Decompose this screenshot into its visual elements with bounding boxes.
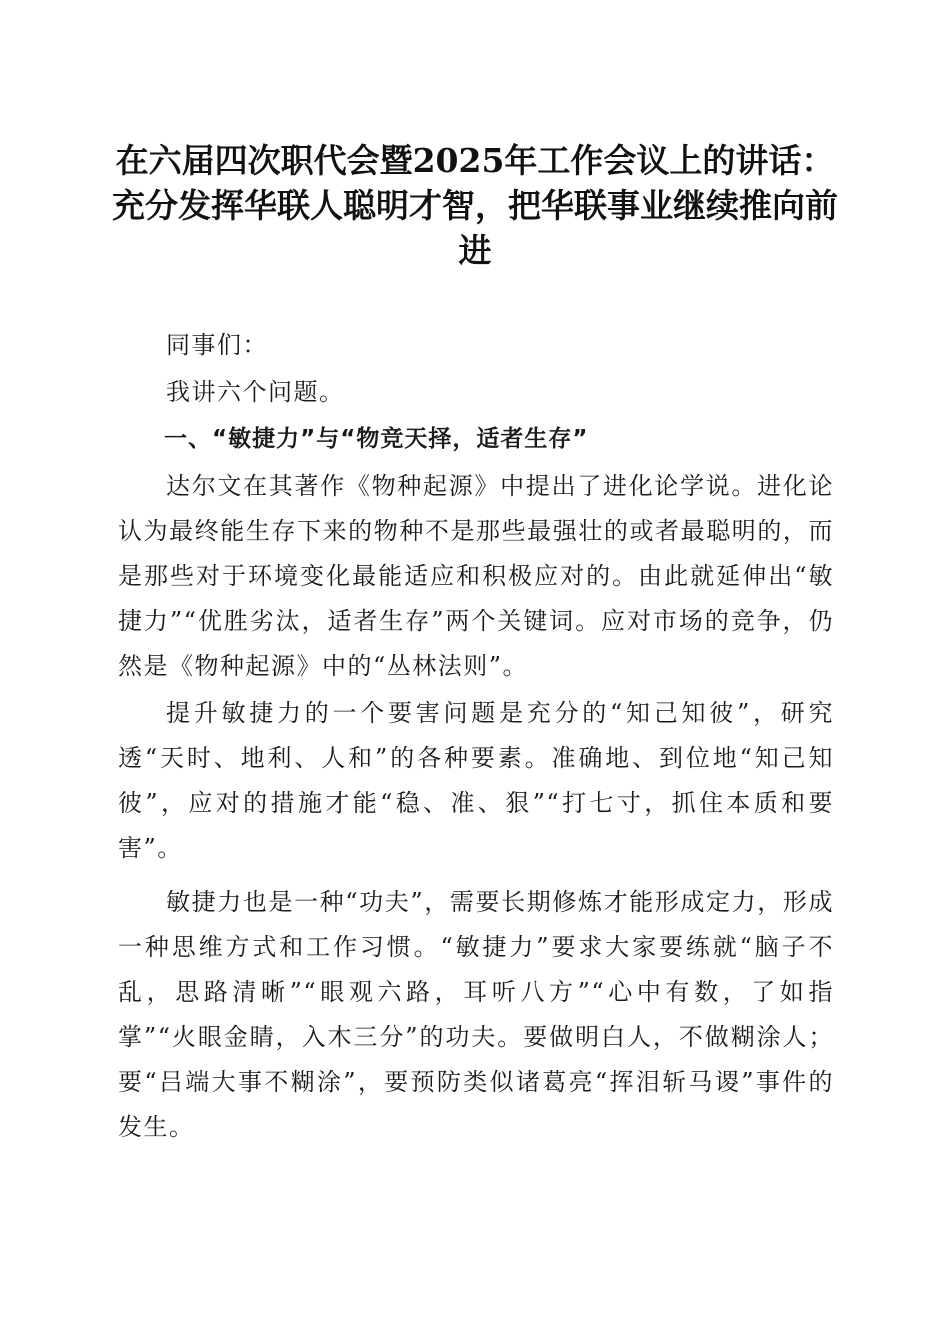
document-title: 在六届四次职代会暨2025年工作会议上的讲话：充分发挥华联人聪明才智，把华联事业继续推向前进: [112, 141, 838, 270]
section-heading: 一、“敏捷力”与“物竞天择，适者生存”: [164, 426, 589, 452]
body-paragraph-2: 提升敏捷力的一个要害问题是充分的“知己知彼”，研究透“天时、地利、人和”的各种要素。准确地、到位地“知己知彼”，应对的措施才能“稳、准、狠”“打七寸，抓住本质和要害”。: [118, 699, 834, 862]
body-paragraph-3: 敏捷力也是一种“功夫”，需要长期修炼才能形成定力，形成一种思维方式和工作习惯。“敏捷力”要求大家要练就“脑子不乱，思路清晰”“眼观六路，耳听八方”“心中有数，了如指掌”“火眼金睛，入木三分”的功夫。要做明白人，不做糊涂人；要“吕端大事不糊涂”，要预防类似诸葛亮“挥泪斩马谡”事件的发生。: [118, 888, 834, 1141]
body-paragraph-1: 达尔文在其著作《物种起源》中提出了进化论学说。进化论认为最终能生存下来的物种不是那些最强壮的或者最聪明的，而是那些对于环境变化最能适应和积极应对的。由此就延伸出“敏捷力”“优胜劣汰，适者生存”两个关键词。应对市场的竞争，仍然是《物种起源》中的“丛林法则”。: [118, 472, 834, 680]
document-body: [118, 323, 834, 1150]
greeting: 同事们：: [166, 331, 268, 359]
intro-paragraph: 我讲六个问题。: [166, 378, 345, 406]
